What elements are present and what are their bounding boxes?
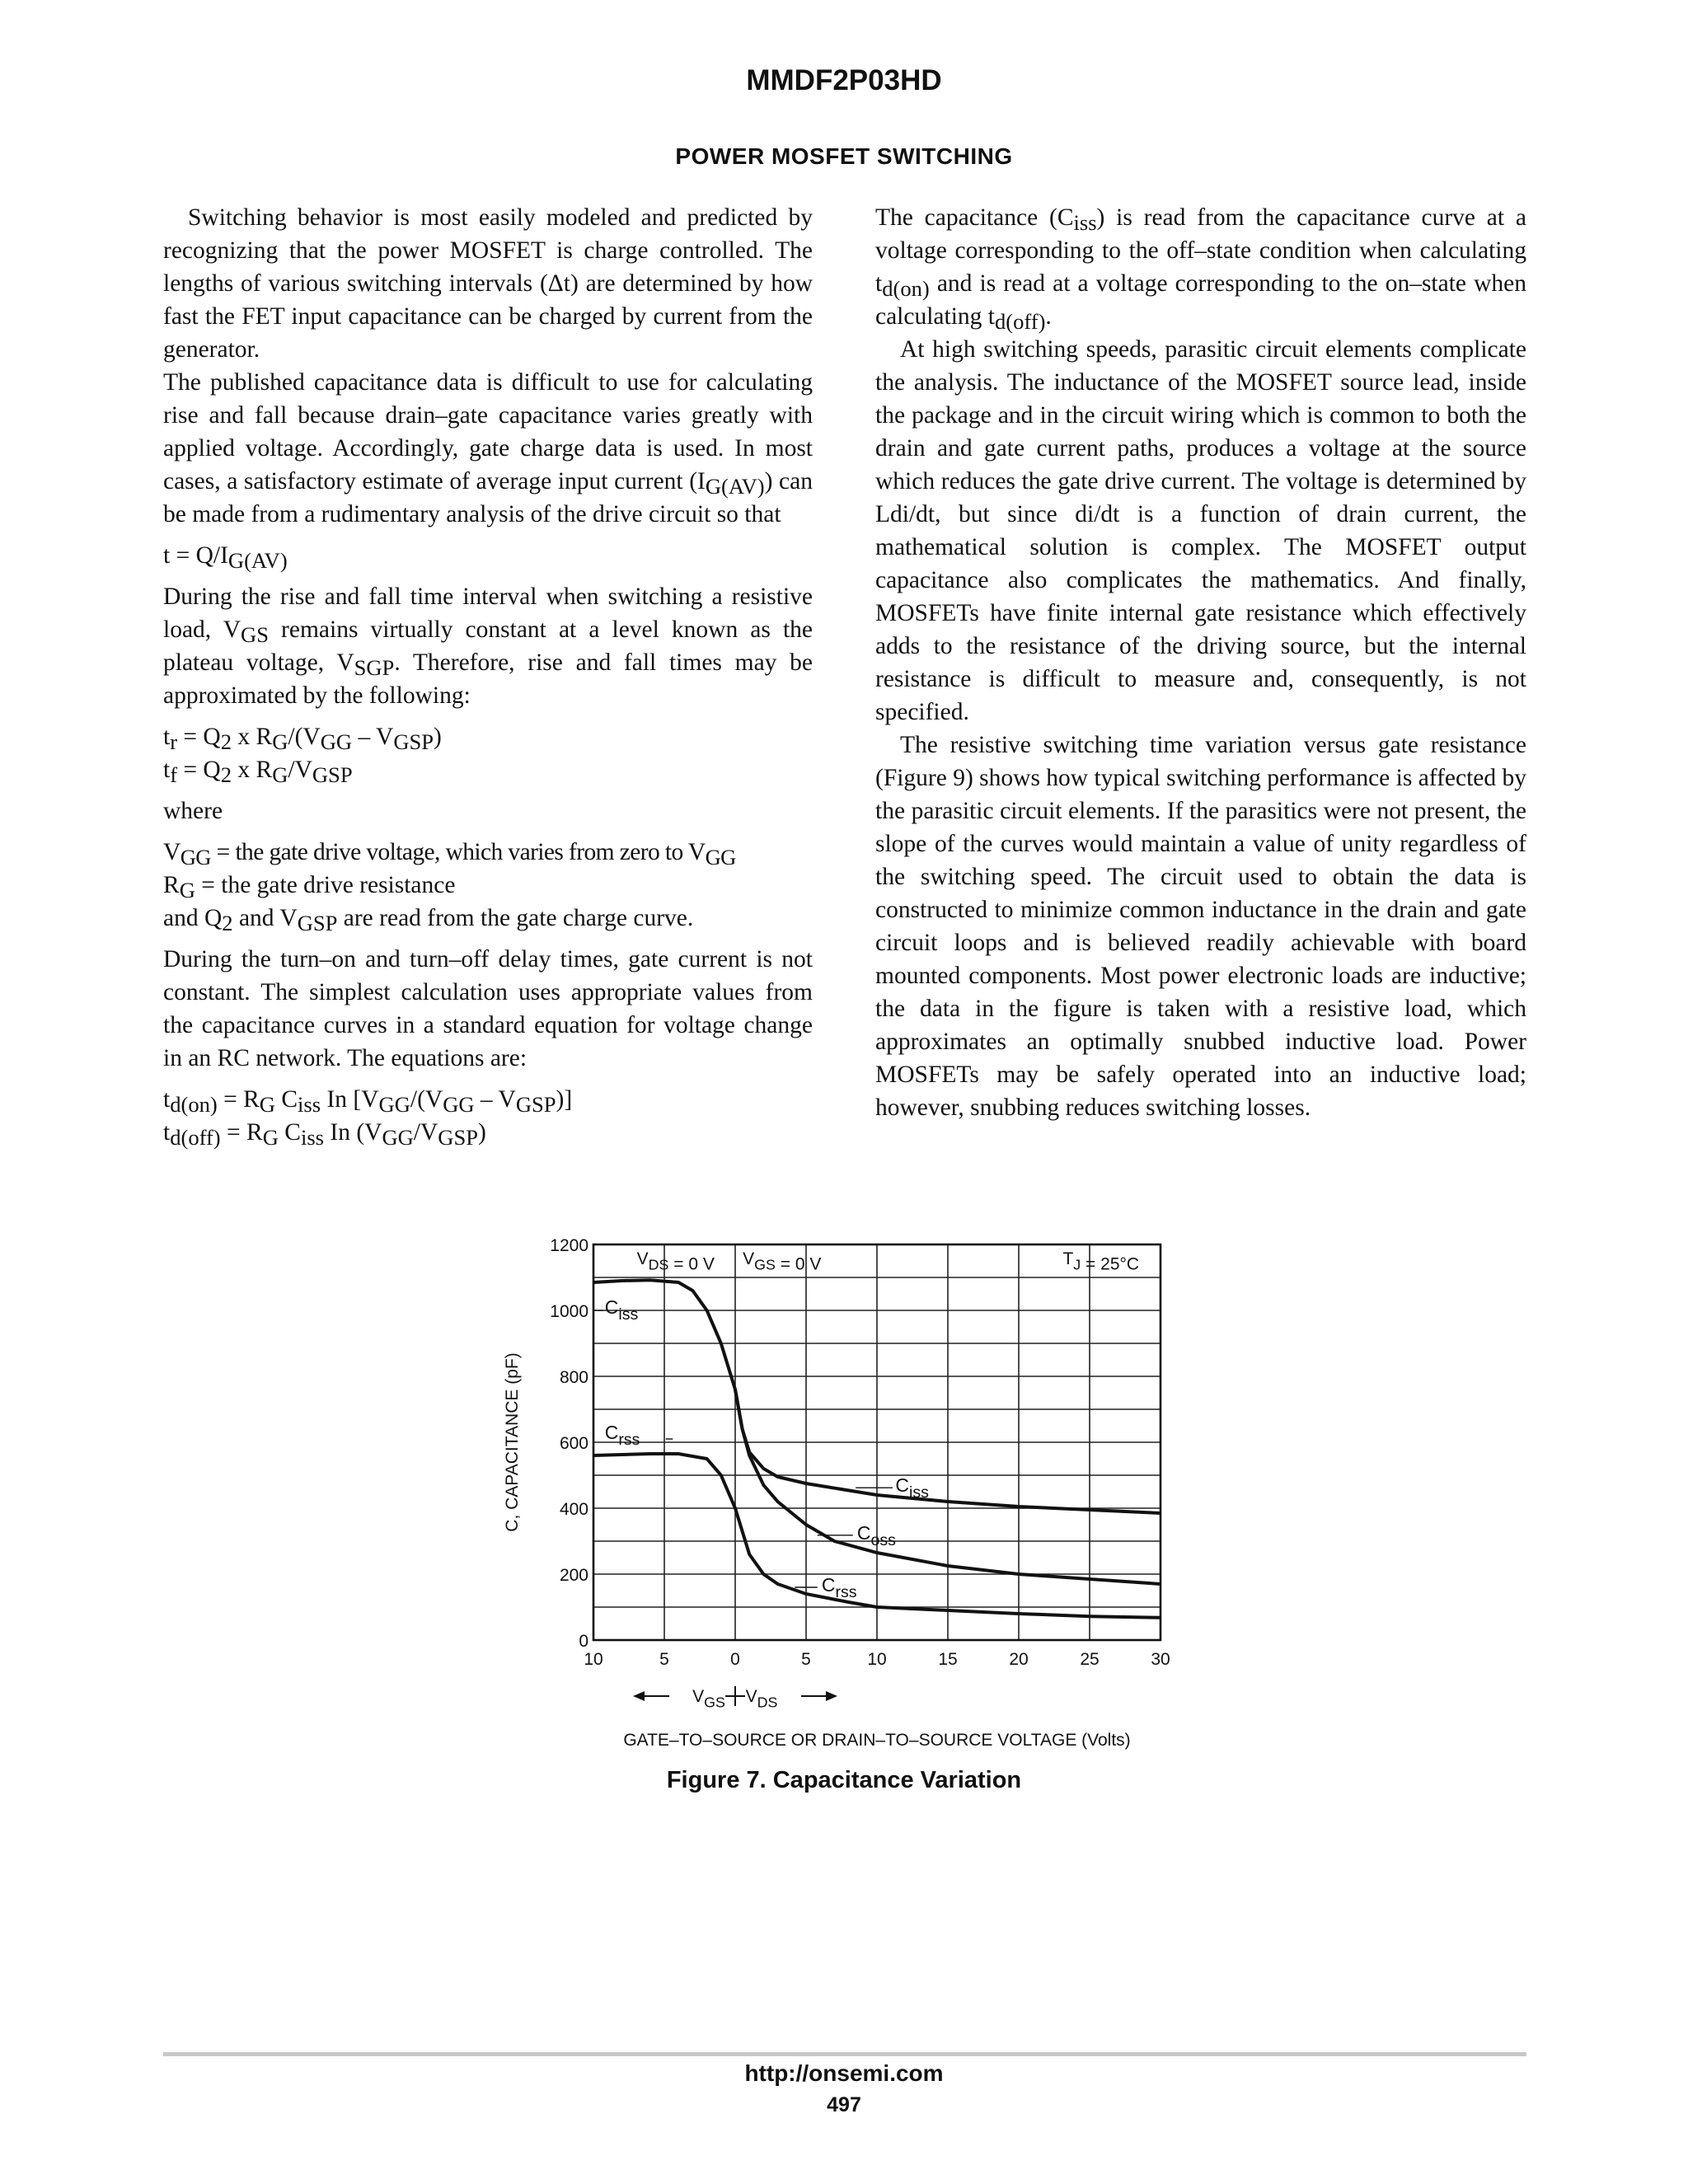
vds-arrow-label: VDS bbox=[745, 1687, 778, 1711]
vds-arrowhead bbox=[826, 1691, 837, 1701]
x-tick-label: 5 bbox=[659, 1650, 669, 1669]
paragraph-high-speed: At high switching speeds, parasitic circuit elements complicate the analysis. The inductance of the MOSFET source lead, inside the package and in the circuit wiring which is common to both the drain and gate current paths, produces a voltage at the source which reduces the gate drive current. The voltage is determined by Ldi/dt, but since di/dt is a function of drain current, the mathematical solution is complex. The MOSFET output capacitance also complicates the mathematics. And finally, MOSFETs have finite internal gate resistance which effectively adds to the resistance of the driving source, but the internal resistance is difficult to measure and, consequently, is not specified. bbox=[875, 336, 1526, 725]
paragraph-delay-times: During the turn–on and turn–off delay times, gate current is not constant. The simplest calculation uses appropriate values from the capacitance curves in a standard equation for voltage change in an RC network. The equations are: bbox=[163, 946, 813, 1071]
equation-tf: $t_f = Q_2$ x $R_G/V_{GSP}$ bbox=[163, 757, 353, 787]
x-tick-label: 25 bbox=[1080, 1650, 1100, 1669]
equation-tr: $t_r = Q_2$ x $R_G/(V_{GG} - V_{GSP})$ bbox=[163, 724, 442, 754]
y-tick-label: 1000 bbox=[550, 1302, 588, 1321]
capacitance-figure bbox=[486, 1224, 1179, 1751]
curve-label-c-iss: $C_{iss}$ bbox=[895, 1474, 929, 1502]
footer-divider bbox=[163, 2052, 1526, 2056]
x-tick-label: 5 bbox=[801, 1650, 811, 1669]
document-title: MMDF2P03HD bbox=[746, 64, 942, 96]
paragraph-switching-behavior: Switching behavior is most easily modeled and predicted by recognizing that the power MOSFET is charge controlled. The lengths of various switching intervals (Δt) are determined by how fast the FET input capacitance can be charged by current from the generator. bbox=[163, 204, 813, 363]
x-tick-label: 20 bbox=[1009, 1650, 1029, 1669]
left-column bbox=[163, 201, 813, 1149]
condition-vgs-zero: VGS = 0 V bbox=[743, 1249, 822, 1274]
curve-label-c-rss: $C_{rss}$ bbox=[821, 1574, 857, 1602]
y-tick-label: 1200 bbox=[550, 1236, 588, 1255]
definition-rg: $R_G$ = the gate drive resistance bbox=[163, 872, 456, 902]
paragraph-capacitance-data bbox=[163, 366, 813, 531]
x-tick-label: 0 bbox=[730, 1650, 740, 1669]
eq-t-text: t = Q/I bbox=[163, 542, 228, 569]
curve-label-c-rss: $C_{rss}$ bbox=[604, 1422, 640, 1449]
definition-vgg: $V_{GG}$ = the gate drive voltage, which varies from zero to $V_{GG}$ bbox=[163, 839, 736, 869]
curve-label-c-oss: $C_{oss}$ bbox=[856, 1522, 896, 1549]
y-tick-label: 600 bbox=[559, 1434, 588, 1453]
equation-td-on: $t_{d(on)} = R_G$ $C_{iss}$ In $[V_{GG}/(V_{GG} - V_{GSP})]$ bbox=[163, 1086, 573, 1117]
p3-sub-gs: GS bbox=[241, 621, 269, 647]
paragraph-rise-fall bbox=[163, 580, 813, 712]
y-axis-title: C, CAPACITANCE (pF) bbox=[503, 1352, 522, 1532]
r-p1-a: The capacitance (C bbox=[875, 204, 1074, 231]
figure-caption: Figure 7. Capacitance Variation bbox=[666, 1767, 1022, 1793]
r-p1-b: ) is read from the capacitance curve at a voltage corresponding to the off–state condition when calculating t bbox=[875, 204, 1526, 297]
y-tick-label: 400 bbox=[559, 1500, 588, 1519]
curve-label-c-iss: $C_{iss}$ bbox=[604, 1296, 639, 1324]
y-tick-label: 0 bbox=[579, 1632, 588, 1651]
vgs-arrow-label: VGS bbox=[692, 1687, 725, 1711]
paragraph-ciss-read bbox=[875, 201, 1526, 333]
section-title: POWER MOSFET SWITCHING bbox=[675, 143, 1013, 169]
x-axis-title: GATE–TO–SOURCE OR DRAIN–TO–SOURCE VOLTAGE (Volts) bbox=[623, 1731, 1131, 1750]
p3-text-a: During the rise and fall time interval when switching a resistive load, V bbox=[163, 583, 813, 643]
equation-t bbox=[163, 539, 813, 572]
p3-text-c: . Therefore, rise and fall times may be approximated by the following: bbox=[163, 649, 813, 709]
right-column bbox=[875, 201, 1526, 1124]
vgs-arrowhead bbox=[633, 1691, 645, 1701]
r-p1-sub-iss: iss bbox=[1073, 209, 1097, 235]
condition-temperature: TJ = 25°C bbox=[1062, 1249, 1140, 1274]
p3-sub-sgp: SGP bbox=[354, 654, 395, 680]
condition-vds-zero: VDS = 0 V bbox=[636, 1249, 715, 1274]
page-number: 497 bbox=[827, 2093, 861, 2116]
paragraph-resistive-switching: The resistive switching time variation versus gate resistance (Figure 9) shows how typical switching performance is affected by the parasitic circuit elements. If the parasitics were not present, the slope of the curves would maintain a value of unity regardless of the switching speed. The circuit used to obtain the data is constructed to minimize common inductance in the drain and gate circuit loops and is believed readily achievable with board mounted components. Most power electronic loads are inductive; the data in the figure is taken with a resistive load, which approximates an optimally snubbed inductive load. Power MOSFETs may be safely operated into an inductive load; however, snubbing reduces switching losses. bbox=[875, 732, 1527, 1121]
footer-url: http://onsemi.com bbox=[744, 2060, 944, 2086]
equation-td-off: $t_{d(off)} = R_G$ $C_{iss}$ In $(V_{GG}/V_{GSP})$ bbox=[163, 1119, 486, 1150]
r-p1-sub-don: d(on) bbox=[882, 275, 930, 301]
y-tick-label: 200 bbox=[559, 1566, 588, 1585]
y-tick-label: 800 bbox=[559, 1368, 588, 1387]
r-p1-c: and is read at a voltage corresponding to the on–state when calculating t bbox=[875, 270, 1526, 330]
x-tick-label: 30 bbox=[1151, 1650, 1170, 1669]
capacitance-chart bbox=[486, 1224, 1179, 1751]
x-tick-label: 10 bbox=[867, 1650, 887, 1669]
x-tick-label: 10 bbox=[584, 1650, 603, 1669]
eq-t-sub: G(AV) bbox=[227, 547, 288, 573]
x-tick-label: 15 bbox=[938, 1650, 958, 1669]
p3-text-b: remains virtually constant at a level known as the plateau voltage, V bbox=[163, 616, 814, 676]
definition-q2-vgsp: and $Q_2$ and $V_{GSP}$ are read from the gate charge curve. bbox=[163, 905, 694, 935]
p2-text-a: The published capacitance data is difficult to use for calculating rise and fall because drain–gate capacitance varies greatly with applied voltage. Accordingly, gate charge data is used. In most cases, a satisfactory estimate of average input current (I bbox=[163, 369, 813, 494]
p2-text-b: ) can be made from a rudimentary analysis of the drive circuit so that bbox=[163, 468, 813, 527]
r-p1-d: . bbox=[1045, 303, 1052, 330]
r-p1-sub-doff: d(off) bbox=[994, 308, 1046, 334]
where-label: where bbox=[163, 798, 223, 824]
p2-sub: G(AV) bbox=[705, 473, 765, 499]
